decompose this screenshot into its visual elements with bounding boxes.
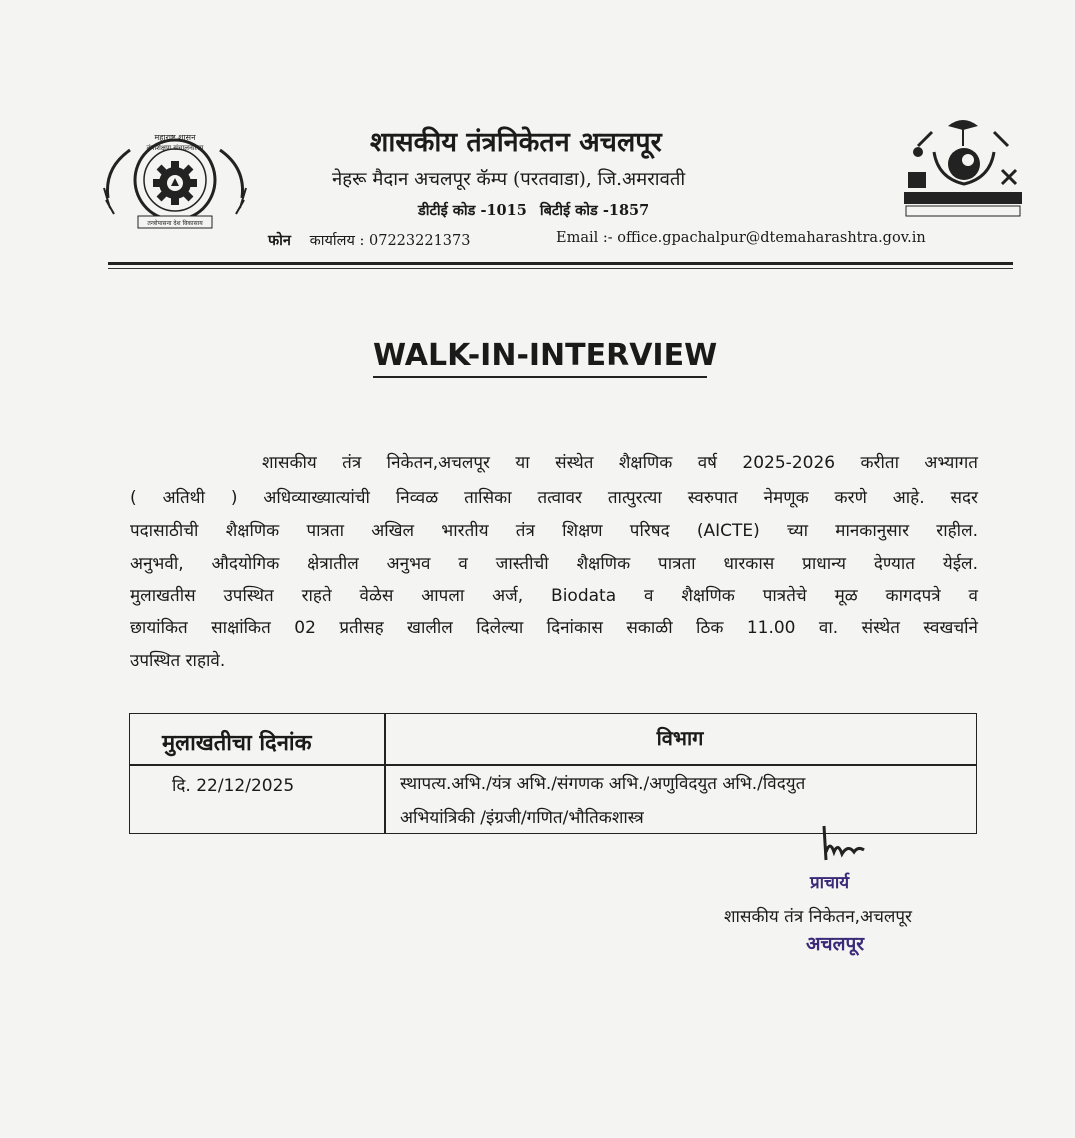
office-label: कार्यालय :	[309, 233, 365, 249]
header-divider-thin	[108, 268, 1013, 269]
polytechnic-emblem-logo	[898, 112, 1028, 220]
bte-code: बिटीई कोड -1857	[539, 202, 650, 219]
institution-name: शासकीय तंत्रनिकेतन अचलपूर	[370, 127, 662, 158]
signatory-institution: शासकीय तंत्र निकेतन,अचलपूर	[724, 907, 912, 927]
interview-schedule-table	[129, 713, 977, 834]
principal-signature	[818, 822, 868, 864]
institution-address: नेहरू मैदान अचलपूर कॅम्प (परतवाडा), जि.अमरावती	[332, 169, 686, 190]
paragraph-line-6: छायांकित साक्षांकित 02 प्रतीसह खालील दिलेल्या दिनांकास सकाळी ठिक 11.00 वा. संस्थेत स्वखर्चाने	[130, 618, 978, 638]
table-header-department: विभाग	[656, 726, 704, 750]
table-row-divider	[130, 764, 976, 766]
dte-code: डीटीई कोड -1015	[418, 202, 527, 219]
departments-line-2: अभियांत्रिकी /इंग्रजी/गणित/भौतिकशास्त्र	[400, 808, 644, 828]
office-phone: 07223221373	[369, 233, 471, 249]
signatory-city-stamp: अचलपूर	[806, 933, 865, 955]
phone-label: फोन	[268, 232, 291, 249]
paragraph-line-4: अनुभवी, औदयोगिक क्षेत्रातील अनुभव व जास्तीची शैक्षणिक पात्रता धारकास प्राधान्य देण्यात येईल.	[130, 554, 978, 574]
email-address: office.gpachalpur@dtemaharashtra.gov.in	[617, 230, 926, 246]
paragraph-line-1: शासकीय तंत्र निकेतन,अचलपूर या संस्थेत शैक्षणिक वर्ष 2025-2026 करीता अभ्यागत	[262, 453, 978, 473]
dte-maharashtra-logo	[100, 128, 250, 230]
table-cell-departments	[390, 767, 960, 835]
institution-codes	[418, 200, 657, 220]
logo-left-motto: तन्त्रोपासना देश विकासाय	[147, 220, 203, 227]
paragraph-line-2: ( अतिथी ) अधिव्याख्यात्यांची निव्वळ तासिका तत्वावर तात्पुरत्या स्वरुपात नेमणूक करणे आहे. सदर	[130, 488, 978, 508]
paragraph-line-7: उपस्थित राहावे.	[130, 651, 226, 671]
notice-title: WALK-IN-INTERVIEW	[373, 338, 718, 373]
paragraph-line-3: पदासाठीची शैक्षणिक पात्रता अखिल भारतीय तंत्र शिक्षण परिषद (AICTE) च्या मानकानुसार राहील.	[130, 521, 978, 541]
table-header-date: मुलाखतीचा दिनांक	[162, 731, 312, 756]
header-divider-thick	[108, 262, 1013, 265]
contact-line	[268, 230, 928, 250]
table-cell-date: दि. 22/12/2025	[172, 776, 295, 796]
email-block	[556, 230, 926, 246]
title-underline	[373, 376, 707, 378]
signatory-title: प्राचार्य	[810, 873, 850, 893]
logo-left-top-text: महाराष्ट्र शासन	[154, 133, 196, 142]
departments-line-1: स्थापत्य.अभि./यंत्र अभि./संगणक अभि./अणुविदयुत अभि./विदयुत	[400, 774, 806, 794]
email-label: Email :-	[556, 230, 613, 246]
paragraph-line-5: मुलाखतीस उपस्थित राहते वेळेस आपला अर्ज, Biodata व शैक्षणिक पात्रतेचे मूळ कागदपत्रे व	[130, 586, 978, 606]
logo-left-ring-text: तंत्रशिक्षण संचालनालय	[146, 144, 204, 152]
